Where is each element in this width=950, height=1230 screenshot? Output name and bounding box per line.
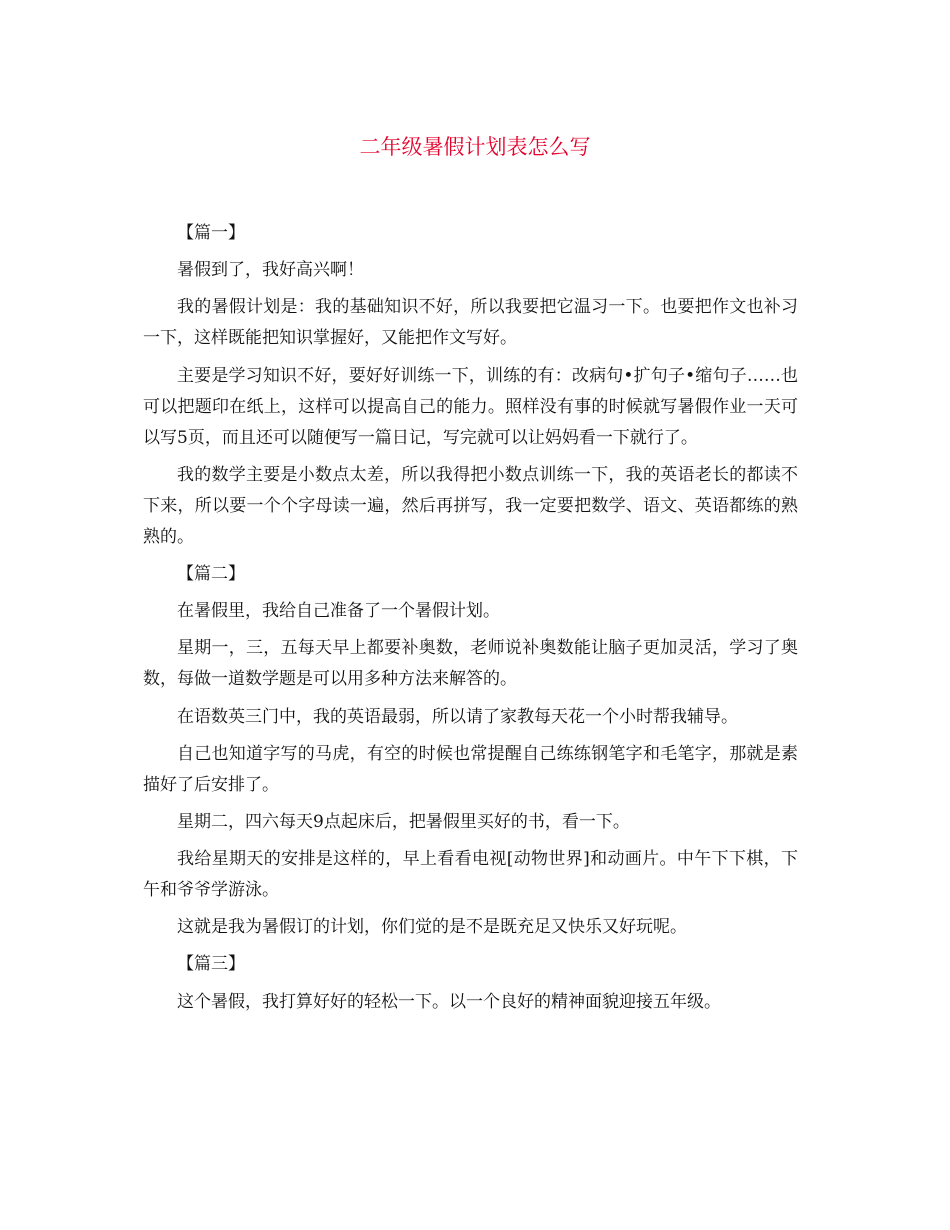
paragraph: 星期二，四六每天9点起床后，把暑假里买好的书，看一下。 (177, 811, 630, 832)
paragraph: 主要是学习知识不好，要好好训练一下，训练的有：改病句•扩句子•缩句子……也可以把题印在纸上，这样可以提高自己的能力。照样没有事的时候就写暑假作业一天可以写5页，而且还可以随便写一篇日记，写完就可以让妈妈看一下就行了。 (143, 365, 798, 448)
paragraph: 星期一，三，五每天早上都要补奥数，老师说补奥数能让脑子更加灵活，学习了奥数，每做一道数学题是可以用多种方法来解答的。 (143, 638, 798, 690)
paragraph: 暑假到了，我好高兴啊！ (177, 260, 364, 281)
document-body (143, 218, 798, 1024)
paragraph: 我的数学主要是小数点太差，所以我得把小数点训练一下，我的英语老长的都读不下来，所以要一个个字母读一遍，然后再拼写，我一定要把数学、语文、英语都练的熟熟的。 (143, 464, 798, 547)
section-heading-3: 【篇三】 (177, 954, 245, 975)
section-heading-1: 【篇一】 (177, 223, 245, 243)
section-heading-2: 【篇二】 (177, 563, 245, 584)
paragraph: 我给星期天的安排是这样的，早上看看电视[动物世界]和动画片。中午下下棋，下午和爷爷学游泳。 (143, 849, 798, 901)
paragraph: 我的暑假计划是：我的基础知识不好，所以我要把它温习一下。也要把作文也补习一下，这样既能把知识掌握好，又能把作文写好。 (143, 297, 798, 349)
paragraph: 这就是我为暑假订的计划，你们觉的是不是既充足又快乐又好玩呢。 (177, 917, 687, 938)
paragraph: 在语数英三门中，我的英语最弱，所以请了家教每天花一个小时帮我辅导。 (177, 706, 738, 727)
document-title: 二年级暑假计划表怎么写 (359, 135, 591, 159)
paragraph: 自己也知道字写的马虎，有空的时候也常提醒自己练练钢笔字和毛笔字，那就是素描好了后安排了。 (143, 743, 798, 795)
paragraph: 这个暑假，我打算好好的轻松一下。以一个良好的精神面貌迎接五年级。 (177, 991, 721, 1012)
paragraph: 在暑假里，我给自己准备了一个暑假计划。 (177, 601, 500, 622)
